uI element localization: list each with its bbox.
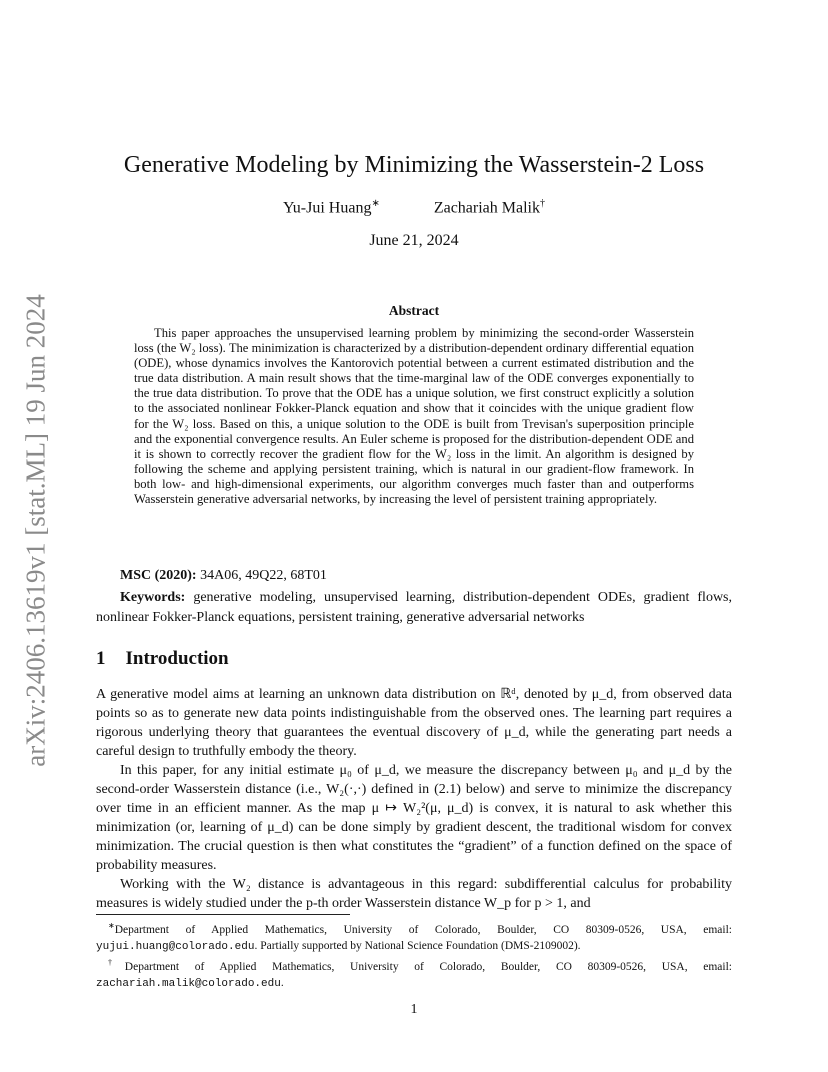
abstract-text: This paper approaches the unsupervised learning problem by minimizing the second-order Wasserstein loss (the W₂ loss). The minimization is characterized by a distribution-dependent ordinary differential equation (ODE), whose dynamics involves the Kantorovich potential between a current estimated distribution and the true data distribution. A main result shows that the time-marginal law of the ODE converges exponentially to the true data distribution. To prove that the ODE has a unique solution, we first construct explicitly a solution to the associated nonlinear Fokker-Planck equation and show that it coincides with the unique gradient flow for the W₂ loss. Based on this, a unique solution to the ODE is built from Trevisan's superposition principle and the exponential convergence results. An Euler scheme is proposed for the distribution-dependent ODE and it is shown to correctly recover the gradient flow for the W₂ loss in the limit. An algorithm is designed by following the scheme and applying persistent training, which is natural in our gradient-flow framework. In both low- and high-dimensional experiments, our algorithm converges much faster than and outperforms Wasserstein generative adversarial networks, by increasing the level of persistent training appropriately. bbox=[134, 326, 694, 507]
msc-line bbox=[120, 568, 720, 584]
section-body bbox=[96, 685, 732, 913]
footnotes bbox=[96, 918, 732, 992]
author-list bbox=[96, 198, 732, 217]
msc-label: MSC (2020): bbox=[120, 568, 197, 583]
paper-title: Generative Modeling by Minimizing the Wasserstein-2 Loss bbox=[123, 152, 705, 178]
keywords-line bbox=[96, 588, 732, 628]
paragraph: A generative model aims at learning an unknown data distribution on ℝᵈ, denoted by μ_d, from observed data points so as to generate new data points indistinguishable from the observed ones. The learning part requires a rigorous underlying theory that guarantees the eventual discovery of μ_d, while the generating part needs a careful design to truthfully embody the theory. bbox=[96, 687, 732, 759]
abstract-heading: Abstract bbox=[388, 303, 440, 318]
paragraph: Working with the W₂ distance is advantageous in this regard: subdifferential calculus for probability measures is widely studied under the p-th order Wasserstein distance W_p for p > 1, and bbox=[96, 877, 732, 911]
arxiv-id: arXiv:2406.13619v1 [stat.ML] 19 Jun 2024 bbox=[20, 293, 51, 767]
keywords-label: Keywords: bbox=[120, 590, 186, 605]
author: Zachariah Malik† bbox=[433, 198, 545, 217]
keywords-text: generative modeling, unsupervised learning, distribution-dependent ODEs, gradient flows, nonlinear Fokker-Planck equations, persistent training, generative adversarial networks bbox=[96, 590, 732, 625]
paragraph: In this paper, for any initial estimate μ₀ of μ_d, we measure the discrepancy between μ₀ and μ_d by the second-order Wasserstein distance (i.e., W₂(·,·) defined in (2.1) below) and serve to minimize the discrepancy over time in an efficient manner. As the map μ ↦ W₂²(μ, μ_d) is convex, it is natural to ask whether this minimization (or, learning of μ_d) can be done simply by gradient descent, the traditional wisdom for convex minimization. The crucial question is then what constitutes the “gradient” of a function defined on the space of probability measures. bbox=[96, 763, 732, 873]
paper-date: June 21, 2024 bbox=[369, 232, 459, 249]
footnote: †Department of Applied Mathematics, University of Colorado, Boulder, CO 80309-0526, USA, email: zachariah.malik@colorado.edu. bbox=[96, 957, 732, 990]
author: Yu-Jui Huang∗ bbox=[283, 198, 380, 217]
footnote: ∗Department of Applied Mathematics, University of Colorado, Boulder, CO 80309-0526, USA, email: yujui.huang@colorado.edu. Partially supported by National Science Foundation (DMS-2109002). bbox=[96, 921, 732, 953]
msc-codes: 34A06, 49Q22, 68T01 bbox=[200, 568, 327, 583]
footnote-rule bbox=[96, 914, 350, 915]
page-number: 1 bbox=[410, 1002, 418, 1017]
arxiv-stamp bbox=[18, 282, 54, 778]
section-heading bbox=[96, 648, 229, 670]
section-number: 1 bbox=[96, 648, 106, 669]
email-link[interactable]: zachariah.malik@colorado.edu bbox=[96, 977, 281, 990]
section-title: Introduction bbox=[125, 648, 229, 669]
email-link[interactable]: yujui.huang@colorado.edu bbox=[96, 940, 255, 953]
